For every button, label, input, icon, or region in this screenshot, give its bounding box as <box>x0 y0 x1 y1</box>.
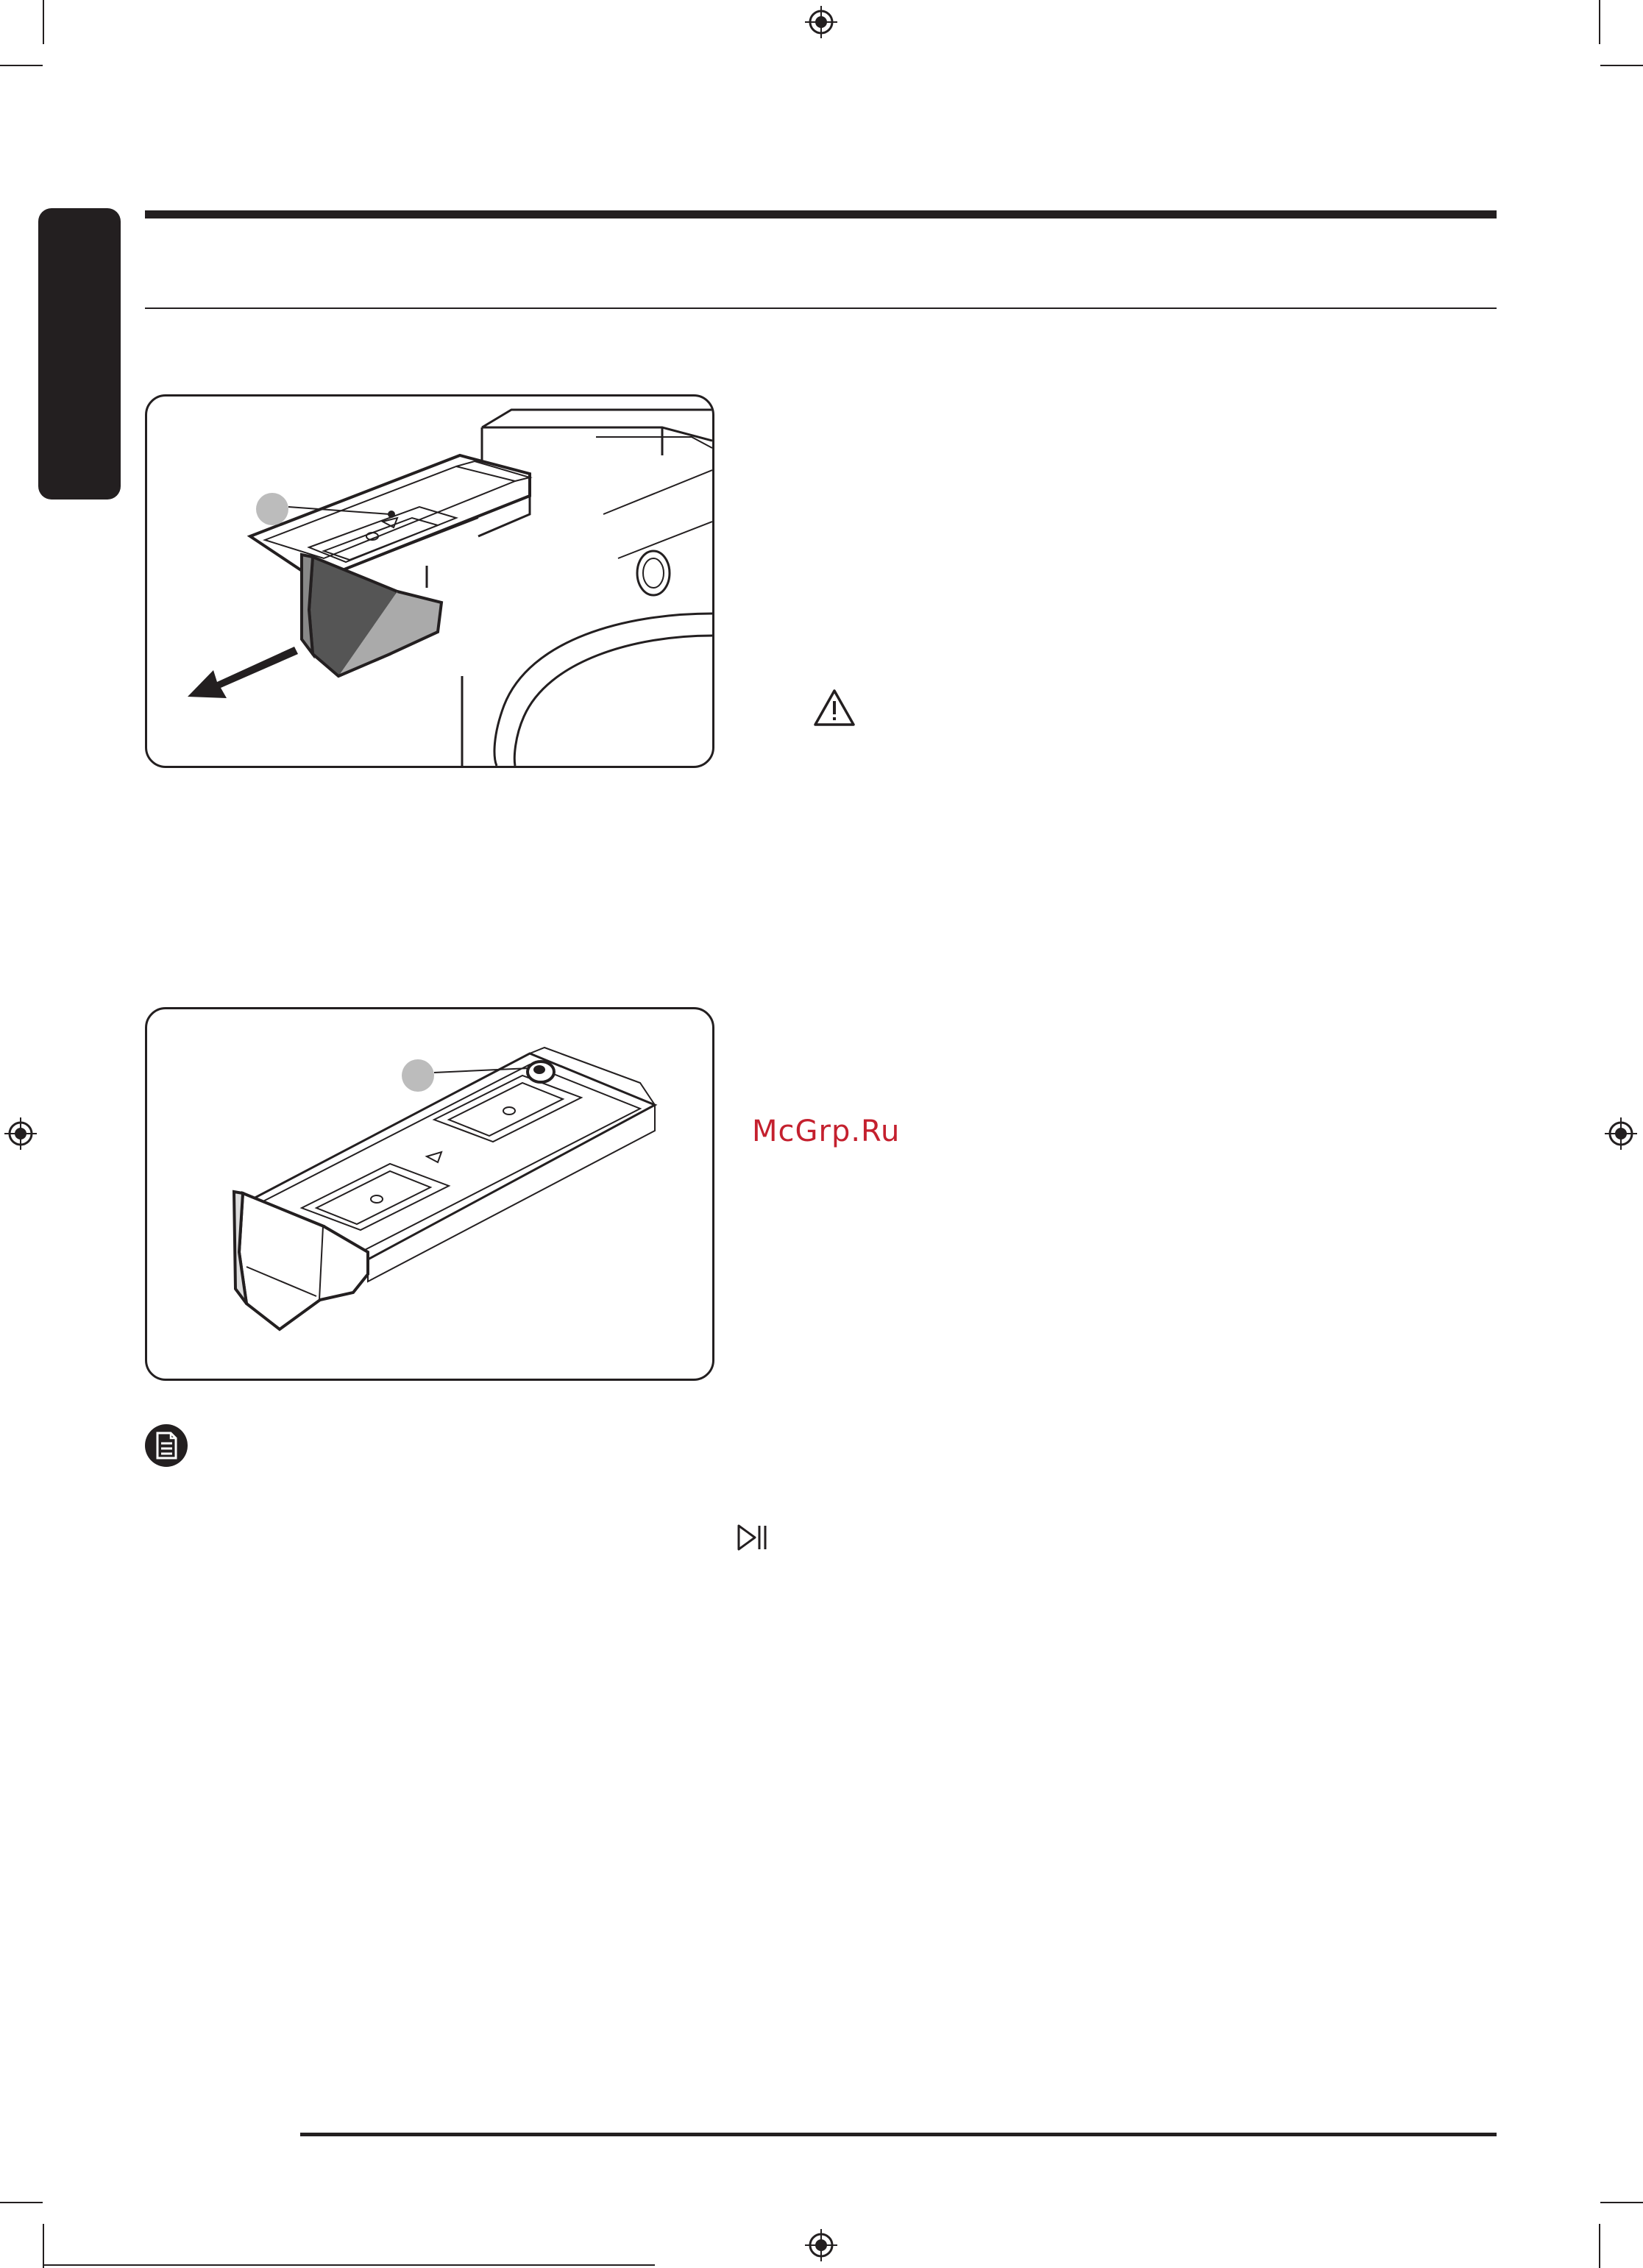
header-rule-thin <box>145 308 1497 309</box>
crop-mark <box>1600 2202 1643 2203</box>
registration-mark-icon <box>4 1117 37 1150</box>
drawer-handle <box>302 555 441 676</box>
callout-circle <box>256 493 288 525</box>
crop-mark <box>1600 65 1643 66</box>
watermark-text: McGrp.Ru <box>752 1115 901 1148</box>
washer-outline <box>462 410 712 766</box>
note-document-icon <box>144 1423 188 1468</box>
slug-line <box>44 2264 655 2266</box>
figure-drawer-pulled-out <box>145 394 714 768</box>
registration-mark-icon <box>1605 1117 1637 1150</box>
figure-drawer-insert-removed <box>145 1007 714 1381</box>
chapter-side-tab <box>38 208 121 500</box>
registration-mark-icon <box>805 6 837 38</box>
warning-triangle-icon <box>812 688 856 728</box>
crop-mark <box>0 2202 43 2203</box>
crop-mark <box>1599 2224 1600 2268</box>
footer-rule <box>300 2133 1497 2136</box>
crop-mark <box>1599 0 1600 44</box>
drawer-outline <box>250 455 530 588</box>
header-rule-thick <box>145 210 1497 218</box>
registration-mark-icon <box>805 2229 837 2261</box>
crop-mark <box>0 65 43 66</box>
callout-circle <box>402 1059 434 1092</box>
play-pause-icon <box>737 1524 769 1551</box>
pull-arrow <box>188 647 298 698</box>
crop-mark <box>43 0 44 44</box>
crop-mark <box>43 2224 44 2268</box>
